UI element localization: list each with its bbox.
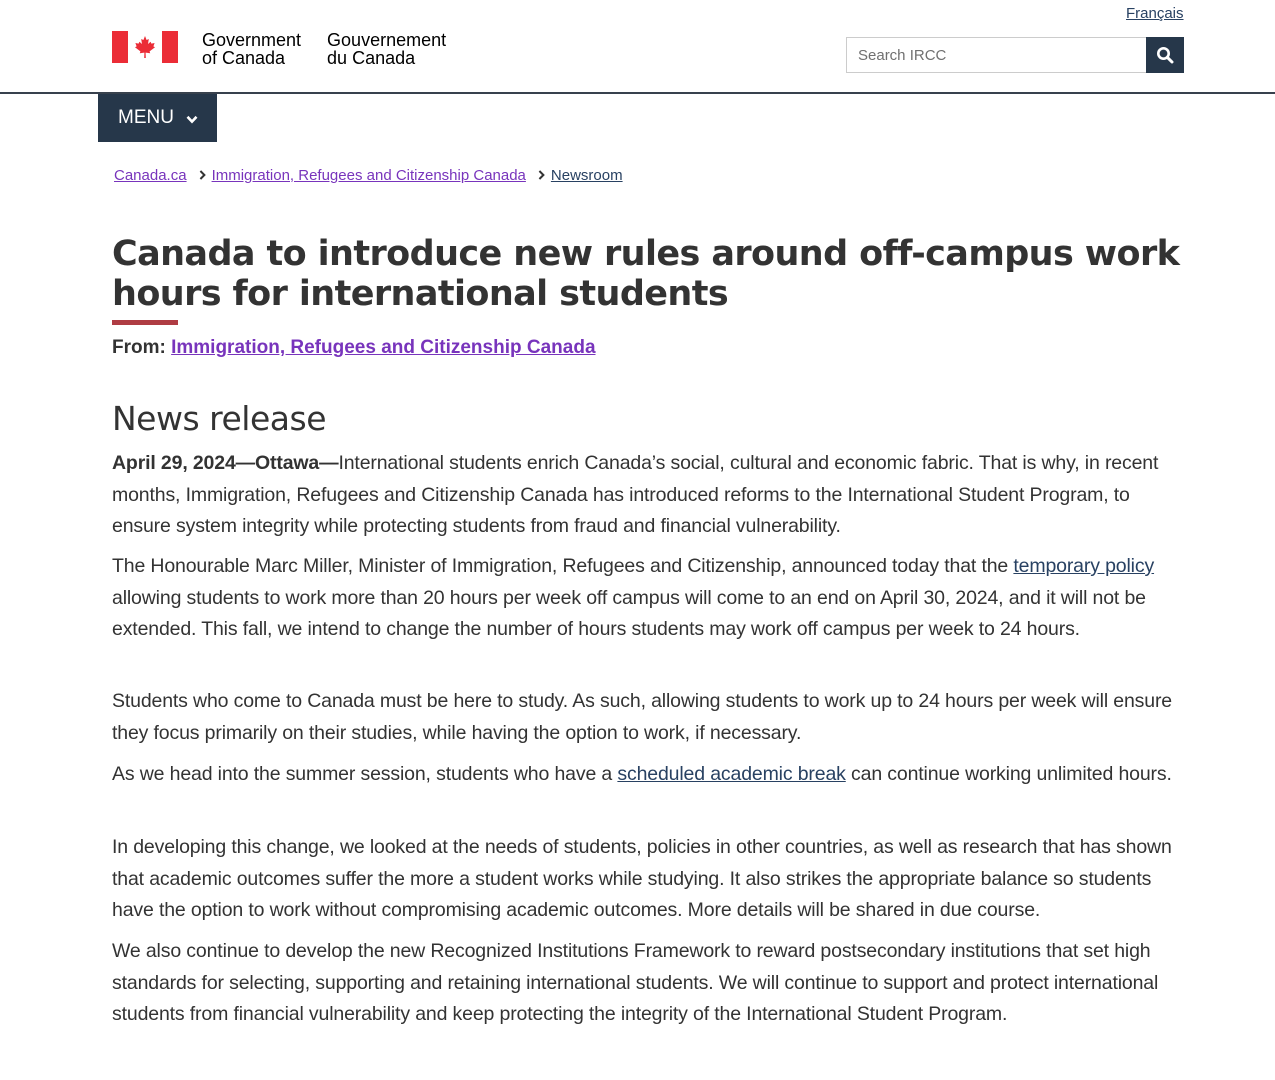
paragraph-4-after: can continue working unlimited hours. xyxy=(845,763,1172,785)
breadcrumb-newsroom[interactable]: Newsroom xyxy=(550,167,623,184)
paragraph-2-after: allowing students to work more than 20 hours per week off campus will come to an end on April 30, 2024, and it will not be extended. This fall, we intend to change the number of hours students may work off campus per week to 24 hours. xyxy=(112,586,1146,640)
search-form xyxy=(846,37,1184,73)
paragraph-1-text: International students enrich Canada’s social, cultural and economic fabric. That is why, in recent months, Immigration, Refugees and Citizenship Canada has introduced reforms to the International Student Program, to ensure system integrity while protecting students from fraud and financial vulnerability. xyxy=(112,452,1159,537)
menu-label: MENU xyxy=(118,107,174,128)
signature-english: Government of Canada xyxy=(202,30,302,68)
paragraph-1 xyxy=(112,448,1192,543)
chevron-right-icon xyxy=(199,167,206,184)
breadcrumb xyxy=(114,167,623,184)
paragraph-2-before: The Honourable Marc Miller, Minister of Immigration, Refugees and Citizenship, announced today that the xyxy=(112,555,1014,577)
paragraph-6: We also continue to develop the new Recognized Institutions Framework to reward postsecondary institutions that set high standards for selecting, supporting and retaining international students. We will continue to support and protect international students from financial vulnerability and keep protecting the integrity of the International Student Program. xyxy=(112,940,1159,1025)
search-button[interactable] xyxy=(1146,37,1184,73)
search-input[interactable] xyxy=(846,37,1146,73)
canada-flag-icon xyxy=(112,31,178,63)
government-of-canada-signature[interactable] xyxy=(112,31,446,67)
page-title: Canada to introduce new rules around off-campus work hours for international students xyxy=(112,234,1180,314)
paragraph-2 xyxy=(112,551,1192,646)
menu-button[interactable] xyxy=(98,94,217,142)
search-icon xyxy=(1156,46,1174,64)
breadcrumb-canada-ca[interactable]: Canada.ca xyxy=(114,167,187,184)
paragraph-4-before: As we head into the summer session, students who have a xyxy=(112,763,618,785)
from-line xyxy=(112,337,596,359)
temporary-policy-link[interactable]: temporary policy xyxy=(1013,555,1155,577)
signature-french: Gouvernement du Canada xyxy=(327,30,447,68)
language-toggle-link[interactable]: Français xyxy=(1126,5,1184,22)
dateline: April 29, 2024—Ottawa— xyxy=(112,452,339,474)
paragraph-3: Students who come to Canada must be here to study. As such, allowing students to work up to 24 hours per week will ensure they focus primarily on their studies, while having the option to work, if necessary. xyxy=(112,690,1172,744)
from-label: From: xyxy=(112,337,166,358)
title-accent-rule xyxy=(112,320,178,325)
news-release-heading: News release xyxy=(112,399,326,438)
paragraph-5: In developing this change, we looked at the needs of students, policies in other countries, as well as research that has shown that academic outcomes suffer the more a student works while studying. It also strikes the appropriate balance so students have the option to work without compromising academic outcomes. More details will be shared in due course. xyxy=(112,836,1172,921)
scheduled-academic-break-link[interactable]: scheduled academic break xyxy=(617,763,846,785)
chevron-right-icon xyxy=(538,167,545,184)
from-department-link[interactable]: Immigration, Refugees and Citizenship Canada xyxy=(171,337,596,358)
chevron-down-icon xyxy=(186,115,198,124)
breadcrumb-ircc[interactable]: Immigration, Refugees and Citizenship Canada xyxy=(211,167,526,184)
paragraph-4 xyxy=(112,759,1192,791)
